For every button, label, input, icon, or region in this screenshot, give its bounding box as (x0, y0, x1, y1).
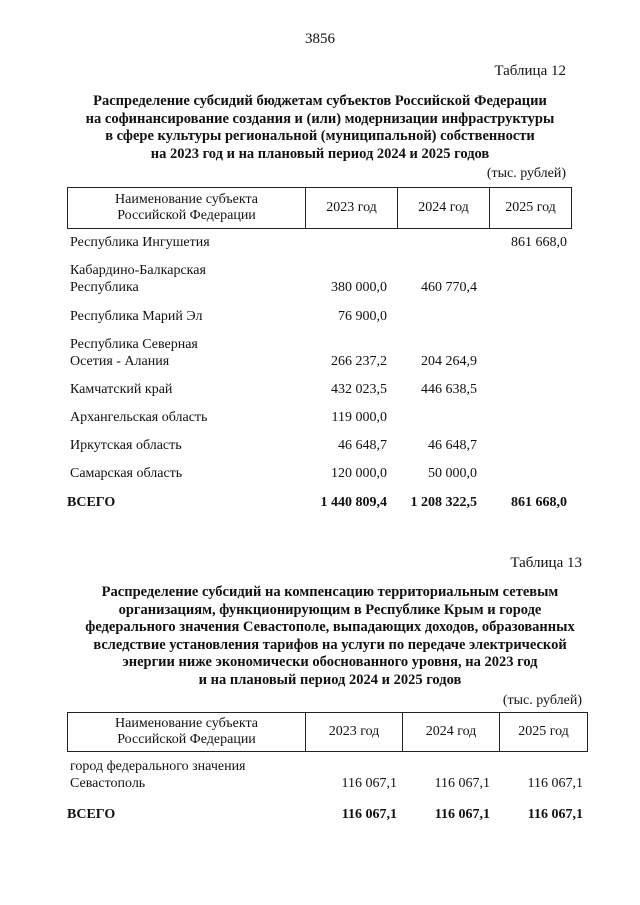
row-value-2024: 204 264,9 (421, 354, 477, 369)
row-name-line1: Кабардино-Балкарская (70, 263, 206, 278)
header-name-line1: Наименование субъекта (115, 716, 258, 731)
header-name-line2: Российской Федерации (117, 732, 256, 747)
header-2025: 2025 год (490, 188, 572, 229)
row-value-2023: 76 900,0 (338, 309, 387, 324)
title-line: Распределение субсидий на компенсацию территориальным сетевым (101, 584, 559, 600)
total-value-2025: 861 668,0 (511, 495, 567, 510)
row-value-2024: 446 638,5 (421, 382, 477, 397)
header-2025: 2025 год (500, 713, 588, 752)
row-value-2023: 266 237,2 (331, 354, 387, 369)
header-2023: 2023 год (306, 713, 403, 752)
total-value-2023: 116 067,1 (341, 807, 397, 822)
title-line: в сфере культуры региональной (муниципальной) собственности (105, 128, 535, 144)
total-label: ВСЕГО (67, 807, 116, 822)
title-line: Распределение субсидий бюджетам субъектов Российской Федерации (93, 93, 547, 109)
title-line: федерального значения Севастополе, выпадающих доходов, образованных (85, 619, 575, 635)
header-name-cell (68, 713, 306, 752)
title-line: и на плановый период 2024 и 2025 годов (198, 671, 462, 688)
row-value-2023: 432 023,5 (331, 382, 387, 397)
row-value-2024: 50 000,0 (428, 466, 477, 481)
header-name-cell (68, 188, 306, 229)
header-name-line1: Наименование субъекта (115, 192, 258, 207)
header-2024: 2024 год (398, 188, 490, 229)
title-line: на 2023 год и на плановый период 2024 и 2025 годов (150, 145, 490, 162)
table-12-units: (тыс. рублей) (486, 166, 566, 181)
row-name (70, 262, 206, 296)
row-name: Иркутская область (70, 438, 182, 453)
row-name (70, 336, 198, 370)
row-name-line1: город федерального значения (70, 759, 246, 774)
row-name: Самарская область (70, 466, 183, 481)
total-value-2024: 116 067,1 (434, 807, 490, 822)
total-value-2024: 1 208 322,5 (410, 495, 477, 510)
header-2024: 2024 год (403, 713, 500, 752)
total-value-2025: 116 067,1 (527, 807, 583, 822)
row-value-2024: 460 770,4 (421, 280, 477, 295)
row-name: Республика Марий Эл (70, 309, 203, 324)
row-value-2023: 119 000,0 (331, 410, 387, 425)
table-12-label: Таблица 12 (494, 63, 566, 79)
row-value-2023: 380 000,0 (331, 280, 387, 295)
total-value-2023: 1 440 809,4 (320, 495, 387, 510)
page-number: 3856 (305, 31, 335, 47)
row-value-2024: 46 648,7 (428, 438, 477, 453)
title-line: на софинансирование создания и (или) модернизации инфраструктуры (85, 110, 555, 127)
row-name-line1: Республика Северная (70, 337, 198, 352)
table-13-units: (тыс. рублей) (502, 693, 582, 708)
row-value-2025: 116 067,1 (527, 776, 583, 791)
row-value-2023: 116 067,1 (341, 776, 397, 791)
row-name: Архангельская область (70, 410, 208, 425)
header-name-line2: Российской Федерации (117, 208, 256, 223)
row-name-line2: Республика (70, 280, 139, 295)
total-label: ВСЕГО (67, 495, 116, 510)
row-value-2025: 861 668,0 (511, 235, 567, 250)
row-value-2023: 46 648,7 (338, 438, 387, 453)
row-name: Республика Ингушетия (70, 235, 210, 250)
table-13-label: Таблица 13 (510, 555, 582, 571)
row-name (70, 758, 246, 792)
title-line: организациям, функционирующим в Республике Крым и городе (118, 601, 542, 618)
row-value-2023: 120 000,0 (331, 466, 387, 481)
row-name-line2: Осетия - Алания (70, 354, 170, 369)
row-name: Камчатский край (70, 382, 173, 397)
row-name-line2: Севастополь (70, 776, 146, 791)
table-13-title (66, 584, 594, 689)
table-12-title (60, 93, 580, 163)
title-line: энергии ниже экономически обоснованного уровня, на 2023 год (122, 654, 538, 670)
header-2023: 2023 год (306, 188, 398, 229)
row-value-2024: 116 067,1 (434, 776, 490, 791)
table-13-header (67, 712, 588, 752)
table-12-header (67, 187, 572, 229)
title-line: вследствие установления тарифов на услуги по передаче электрической (93, 636, 567, 653)
